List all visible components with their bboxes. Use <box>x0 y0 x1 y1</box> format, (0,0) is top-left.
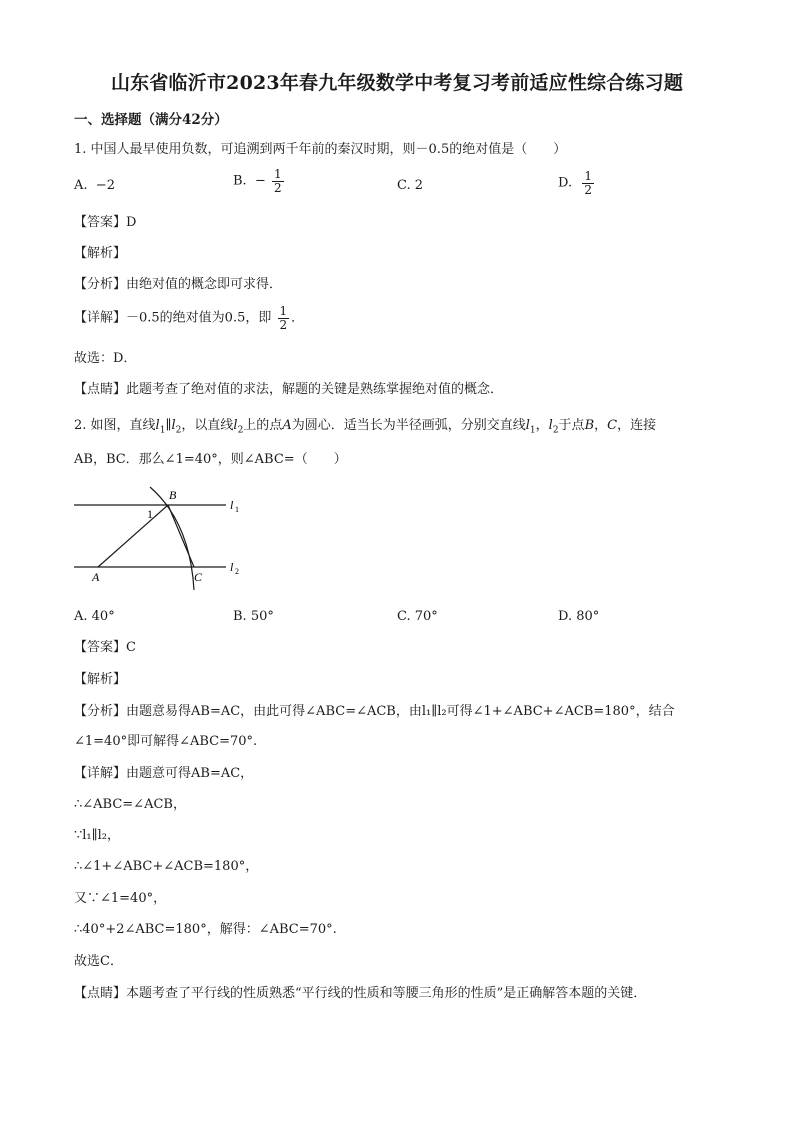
q1-option-b: B. − $\frac{1}{2}$ <box>233 167 282 195</box>
arc <box>150 487 194 590</box>
q2-figure <box>60 482 260 594</box>
q2-option-d: D. 80° <box>558 609 600 624</box>
label-l1-sub: 1 <box>235 505 239 514</box>
label-l2-sub: 2 <box>235 567 239 576</box>
q1-analysis: 【分析】由绝对值的概念即可求得． <box>74 277 283 292</box>
q1-analysis-heading: 【解析】 <box>74 246 127 261</box>
q2-analysis: 【分析】由题意易得AB=AC，由此可得∠ABC=∠ACB，由l₁∥l₂可得∠1+∠ABC+∠ACB=180°，结合∠1=40°即可解得∠ABC=70°. <box>74 704 675 749</box>
q1-detail: 【详解】－0.5的绝对值为0.5，即 $\frac{1}{2}$ ． <box>74 304 305 332</box>
fraction: $\frac{1}{2}$ <box>584 169 592 197</box>
q2-step-3: ∴∠1+∠ABC+∠ACB=180°， <box>74 859 259 874</box>
fraction: $\frac{1}{2}$ <box>274 167 282 195</box>
label-b: B <box>169 488 177 502</box>
q2-option-b: B. 50° <box>233 609 274 624</box>
label-l2: l <box>230 560 234 574</box>
q1-answer: 【答案】D <box>74 215 137 230</box>
segment-ab <box>98 505 168 567</box>
q2-detail: 【详解】由题意可得AB=AC， <box>74 766 254 781</box>
q2-step-1: ∴∠ABC=∠ACB， <box>74 797 186 812</box>
q2-choice: 故选C． <box>74 954 123 969</box>
q1-comment: 【点睛】此题考查了绝对值的求法，解题的关键是熟练掌握绝对值的概念． <box>74 382 504 397</box>
section-heading: 一、选择题（满分42分） <box>74 112 228 128</box>
q2-comment: 【点睛】本题考查了平行线的性质熟悉“平行线的性质和等腰三角形的性质”是正确解答本题的关键． <box>74 986 647 1001</box>
q2-answer: 【答案】C <box>74 640 136 655</box>
q1-stem: 1. 中国人最早使用负数，可追溯到两千年前的秦汉时期，则－0.5的绝对值是（ ） <box>74 142 567 157</box>
q1-option-a: A. −2 <box>74 178 115 193</box>
q2-stem-line1: 2. 如图，直线$l_1\parallel l_2$，以直线$l_2$上的点A为圆心．适当长为半径画弧，分别交直线$l_1$，$l_2$于点B，C，连接 <box>74 418 657 436</box>
label-a: A <box>92 570 100 584</box>
q1-option-d: D. $\frac{1}{2}$ <box>558 169 592 197</box>
label-c: C <box>194 570 203 584</box>
label-l1: l <box>230 498 234 512</box>
fraction: $\frac{1}{2}$ <box>279 304 288 332</box>
q1-choice: 故选：D． <box>74 351 137 366</box>
q2-step-2: ∵l₁∥l₂， <box>74 828 121 843</box>
q2-option-a: A. 40° <box>74 609 115 624</box>
q1-option-c: C. 2 <box>397 178 424 193</box>
q2-stem-line2: AB，BC．那么∠1=40°，则∠ABC=（ ） <box>74 452 347 467</box>
label-angle-1: 1 <box>147 507 153 521</box>
q2-step-4: 又∵∠1=40°， <box>74 891 167 906</box>
q2-option-c: C. 70° <box>397 609 438 624</box>
q2-step-5: ∴40°+2∠ABC=180°，解得：∠ABC=70°. <box>74 922 337 937</box>
page-title: 山东省临沂市2023年春九年级数学中考复习考前适应性综合练习题 <box>110 72 684 94</box>
q2-analysis-heading: 【解析】 <box>74 672 127 687</box>
